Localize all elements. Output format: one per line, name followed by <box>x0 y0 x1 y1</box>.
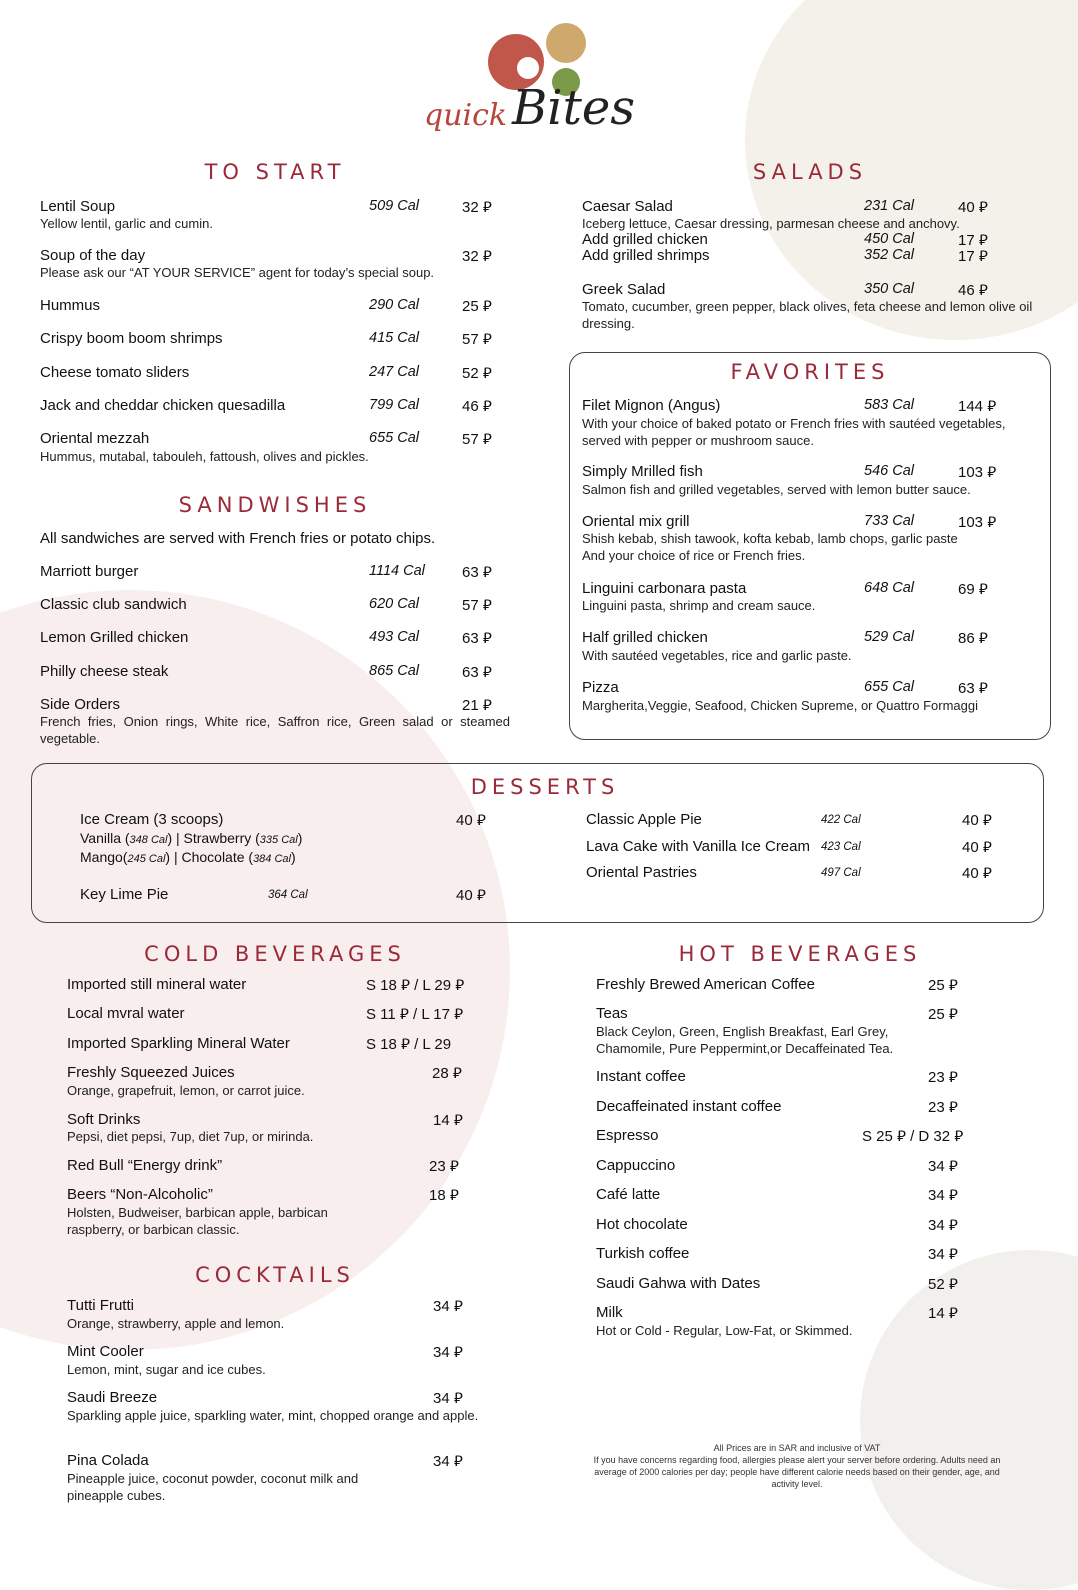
item-price: 23 ⃁ <box>928 1099 958 1116</box>
item-price: 25 ⃁ <box>462 298 492 315</box>
item-calories: 422 Cal <box>821 814 861 826</box>
item-price: 17 ⃁ <box>958 248 988 265</box>
item-name: Side Orders <box>40 696 121 713</box>
item-calories: 415 Cal <box>369 330 419 346</box>
item-name: Filet Mignon (Angus) <box>582 397 721 414</box>
item-name: Cappuccino <box>596 1157 676 1174</box>
item-price: 103 ⃁ <box>958 464 997 481</box>
item-name: Teas <box>596 1005 628 1022</box>
item-name: Oriental Pastries <box>586 864 697 881</box>
item-price: 34 ⃁ <box>433 1453 463 1470</box>
item-calories: 529 Cal <box>864 629 914 645</box>
item-price: 34 ⃁ <box>433 1344 463 1361</box>
item-price: 34 ⃁ <box>928 1217 958 1234</box>
item-calories: 497 Cal <box>821 867 861 879</box>
item-description: Sparkling apple juice, sparkling water, mint, chopped orange and apple. <box>67 1408 479 1423</box>
item-price: 57 ⃁ <box>462 331 492 348</box>
item-calories: 620 Cal <box>369 596 419 612</box>
item-price: 34 ⃁ <box>928 1246 958 1263</box>
item-price: 103 ⃁ <box>958 514 997 531</box>
item-name: Espresso <box>596 1127 659 1144</box>
item-calories: 733 Cal <box>864 513 914 529</box>
item-name: Half grilled chicken <box>582 629 708 646</box>
item-price: 40 ⃁ <box>456 812 486 829</box>
item-description: Shish kebab, shish tawook, kofta kebab, lamb chops, garlic paste And your choice of rice or French fries. <box>582 531 958 563</box>
item-price: S 11 ⃁ / L 17 ⃁ <box>366 1006 464 1023</box>
item-name: Caesar Salad <box>582 198 673 215</box>
sandwiches-title: SANDWISHES <box>178 493 372 517</box>
item-price: 23 ⃁ <box>429 1158 459 1175</box>
to-start-title: TO START <box>204 160 346 184</box>
item-price: 69 ⃁ <box>958 581 988 598</box>
cold-beverages-title: COLD BEVERAGES <box>144 942 406 966</box>
item-name: Oriental mezzah <box>40 430 150 447</box>
item-name: Freshly Squeezed Juices <box>67 1064 235 1081</box>
item-description: With sautéed vegetables, rice and garlic paste. <box>582 648 852 663</box>
item-price: 40 ⃁ <box>962 865 992 882</box>
item-price: 86 ⃁ <box>958 630 988 647</box>
item-calories: 352 Cal <box>864 247 914 263</box>
item-name: Key Lime Pie <box>80 886 169 903</box>
item-price: 34 ⃁ <box>928 1158 958 1175</box>
item-price: 28 ⃁ <box>432 1065 462 1082</box>
ice-cream-flavors-line2: Mango(245 Cal) | Chocolate (384 Cal) <box>80 849 296 865</box>
item-price: 34 ⃁ <box>433 1390 463 1407</box>
item-price: S 25 ⃁ / D 32 ⃁ <box>862 1128 964 1145</box>
item-description: Please ask our “AT YOUR SERVICE” agent for today’s special soup. <box>40 265 435 280</box>
hot-beverages-title: HOT BEVERAGES <box>678 942 922 966</box>
item-name: Imported Sparkling Mineral Water <box>67 1035 290 1052</box>
item-name: Imported still mineral water <box>67 976 247 993</box>
item-name: Ice Cream (3 scoops) <box>80 811 224 828</box>
item-calories: 493 Cal <box>369 629 419 645</box>
item-calories: 509 Cal <box>369 198 419 214</box>
item-description: Tomato, cucumber, green pepper, black olives, feta cheese and lemon olive oil dressing. <box>582 299 1033 331</box>
item-description: Orange, strawberry, apple and lemon. <box>67 1316 285 1331</box>
item-description: Lemon, mint, sugar and ice cubes. <box>67 1362 266 1377</box>
item-name: Classic club sandwich <box>40 596 187 613</box>
item-name: Philly cheese steak <box>40 663 169 680</box>
item-name: Lava Cake with Vanilla Ice Cream <box>586 838 810 855</box>
item-name: Crispy boom boom shrimps <box>40 330 223 347</box>
item-price: 25 ⃁ <box>928 1006 958 1023</box>
item-name: Lemon Grilled chicken <box>40 629 189 646</box>
item-name: Oriental mix grill <box>582 513 690 530</box>
item-price: 14 ⃁ <box>928 1305 958 1322</box>
item-description: Hot or Cold - Regular, Low-Fat, or Skimmed. <box>596 1323 853 1338</box>
item-name: Add grilled chicken <box>582 231 708 248</box>
item-name: Hummus <box>40 297 101 314</box>
item-name: Lentil Soup <box>40 198 116 215</box>
item-price: 63 ⃁ <box>958 680 988 697</box>
item-price: 63 ⃁ <box>462 630 492 647</box>
item-description: Black Ceylon, Green, English Breakfast, Earl Grey, Chamomile, Pure Peppermint,or Decaffeinated Tea. <box>596 1024 894 1056</box>
desserts-title: DESSERTS <box>470 775 620 799</box>
item-calories: 364 Cal <box>268 889 308 901</box>
item-description: Hummus, mutabal, tabouleh, fattoush, olives and pickles. <box>40 449 369 464</box>
item-name: Turkish coffee <box>596 1245 690 1262</box>
item-price: 34 ⃁ <box>928 1187 958 1204</box>
item-price: 40 ⃁ <box>958 199 988 216</box>
item-description: Pineapple juice, coconut powder, coconut milk and pineapple cubes. <box>67 1471 359 1503</box>
item-description: Yellow lentil, garlic and cumin. <box>40 216 213 231</box>
item-name: Cheese tomato sliders <box>40 364 190 381</box>
item-price: 144 ⃁ <box>958 398 997 415</box>
item-name: Greek Salad <box>582 281 666 298</box>
item-price: 46 ⃁ <box>462 398 492 415</box>
favorites-title: FAVORITES <box>730 360 890 384</box>
item-price: 25 ⃁ <box>928 977 958 994</box>
item-name: Mint Cooler <box>67 1343 144 1360</box>
item-price: 57 ⃁ <box>462 597 492 614</box>
logo-text-quick: quick <box>424 98 508 133</box>
item-name: Soft Drinks <box>67 1111 141 1128</box>
salads-title: SALADS <box>752 160 868 184</box>
item-description: Pepsi, diet pepsi, 7up, diet 7up, or mirinda. <box>67 1129 314 1144</box>
item-calories: 655 Cal <box>864 679 914 695</box>
item-price: 21 ⃁ <box>462 697 492 714</box>
item-price: 57 ⃁ <box>462 431 492 448</box>
item-name: Instant coffee <box>596 1068 686 1085</box>
item-price: S 18 ⃁ / L 29 ⃁ <box>366 977 465 994</box>
item-name: Classic Apple Pie <box>586 811 702 828</box>
item-name: Beers “Non-Alcoholic” <box>67 1186 213 1203</box>
item-price: 63 ⃁ <box>462 564 492 581</box>
item-price: 32 ⃁ <box>462 199 492 216</box>
item-name: Saudi Gahwa with Dates <box>596 1275 761 1292</box>
item-calories: 450 Cal <box>864 231 914 247</box>
item-price: 40 ⃁ <box>962 812 992 829</box>
item-description: Iceberg lettuce, Caesar dressing, parmesan cheese and anchovy. <box>582 216 960 231</box>
item-name: Freshly Brewed American Coffee <box>596 976 815 993</box>
item-name: Tutti Frutti <box>67 1297 134 1314</box>
item-price: 32 ⃁ <box>462 248 492 265</box>
item-name: Marriott burger <box>40 563 139 580</box>
item-price: S 18 ⃁ / L 29 <box>366 1036 452 1053</box>
background-circle-bottom-right <box>860 1250 1078 1590</box>
item-name: Saudi Breeze <box>67 1389 158 1406</box>
item-calories: 583 Cal <box>864 397 914 413</box>
item-description: French fries, Onion rings, White rice, Saffron rice, Green salad or steamed vegetable. <box>40 714 510 746</box>
item-description: Orange, grapefruit, lemon, or carrot juice. <box>67 1083 305 1098</box>
item-price: 63 ⃁ <box>462 664 492 681</box>
item-calories: 290 Cal <box>369 297 419 313</box>
item-price: 14 ⃁ <box>433 1112 463 1129</box>
item-calories: 865 Cal <box>369 663 419 679</box>
item-price: 40 ⃁ <box>962 839 992 856</box>
item-name: Simply Mrilled fish <box>582 463 703 480</box>
item-name: Pizza <box>582 679 619 696</box>
item-price: 18 ⃁ <box>429 1187 459 1204</box>
item-name: Linguini carbonara pasta <box>582 580 747 597</box>
item-description: Linguini pasta, shrimp and cream sauce. <box>582 598 816 613</box>
item-name: Jack and cheddar chicken quesadilla <box>40 397 286 414</box>
item-price: 17 ⃁ <box>958 232 988 249</box>
item-name: Local mvral water <box>67 1005 185 1022</box>
item-name: Hot chocolate <box>596 1216 688 1233</box>
item-calories: 247 Cal <box>369 364 419 380</box>
item-price: 34 ⃁ <box>433 1298 463 1315</box>
ice-cream-flavors-line1: Vanilla (348 Cal) | Strawberry (335 Cal) <box>80 830 303 846</box>
item-price: 40 ⃁ <box>456 887 486 904</box>
logo-text-bites: Bites <box>512 80 635 136</box>
item-description: Salmon fish and grilled vegetables, served with lemon butter sauce. <box>582 482 971 497</box>
item-description: With your choice of baked potato or French fries with sautéed vegetables, served with pepper or mushroom sauce. <box>582 416 1006 448</box>
item-calories: 423 Cal <box>821 841 861 853</box>
item-price: 52 ⃁ <box>928 1276 958 1293</box>
item-name: Milk <box>596 1304 623 1321</box>
item-price: 52 ⃁ <box>462 365 492 382</box>
sandwiches-intro: All sandwiches are served with French fries or potato chips. <box>40 530 436 547</box>
item-calories: 231 Cal <box>864 198 914 214</box>
item-name: Decaffeinated instant coffee <box>596 1098 782 1115</box>
item-name: Soup of the day <box>40 247 146 264</box>
item-calories: 799 Cal <box>369 397 419 413</box>
logo <box>420 18 660 143</box>
item-price: 46 ⃁ <box>958 282 988 299</box>
item-name: Café latte <box>596 1186 661 1203</box>
vat-note: All Prices are in SAR and inclusive of VAT <box>713 1443 881 1453</box>
item-description: Margherita,Veggie, Seafood, Chicken Supreme, or Quattro Formaggi <box>582 698 978 713</box>
cocktails-title: COCKTAILS <box>195 1263 355 1287</box>
item-name: Add grilled shrimps <box>582 247 710 264</box>
item-calories: 350 Cal <box>864 281 914 297</box>
item-calories: 655 Cal <box>369 430 419 446</box>
calorie-disclaimer: If you have concerns regarding food, allergies please alert your server before ordering. Adults need an average of 2000 calories per day; people have different calorie needs based on their gender, age, and activity level. <box>593 1455 1001 1489</box>
item-calories: 1114 Cal <box>369 563 425 579</box>
item-calories: 648 Cal <box>864 580 914 596</box>
item-calories: 546 Cal <box>864 463 914 479</box>
item-name: Red Bull “Energy drink” <box>67 1157 223 1174</box>
item-price: 23 ⃁ <box>928 1069 958 1086</box>
item-description: Holsten, Budweiser, barbican apple, barbican raspberry, or barbican classic. <box>67 1205 328 1237</box>
item-name: Pina Colada <box>67 1452 149 1469</box>
